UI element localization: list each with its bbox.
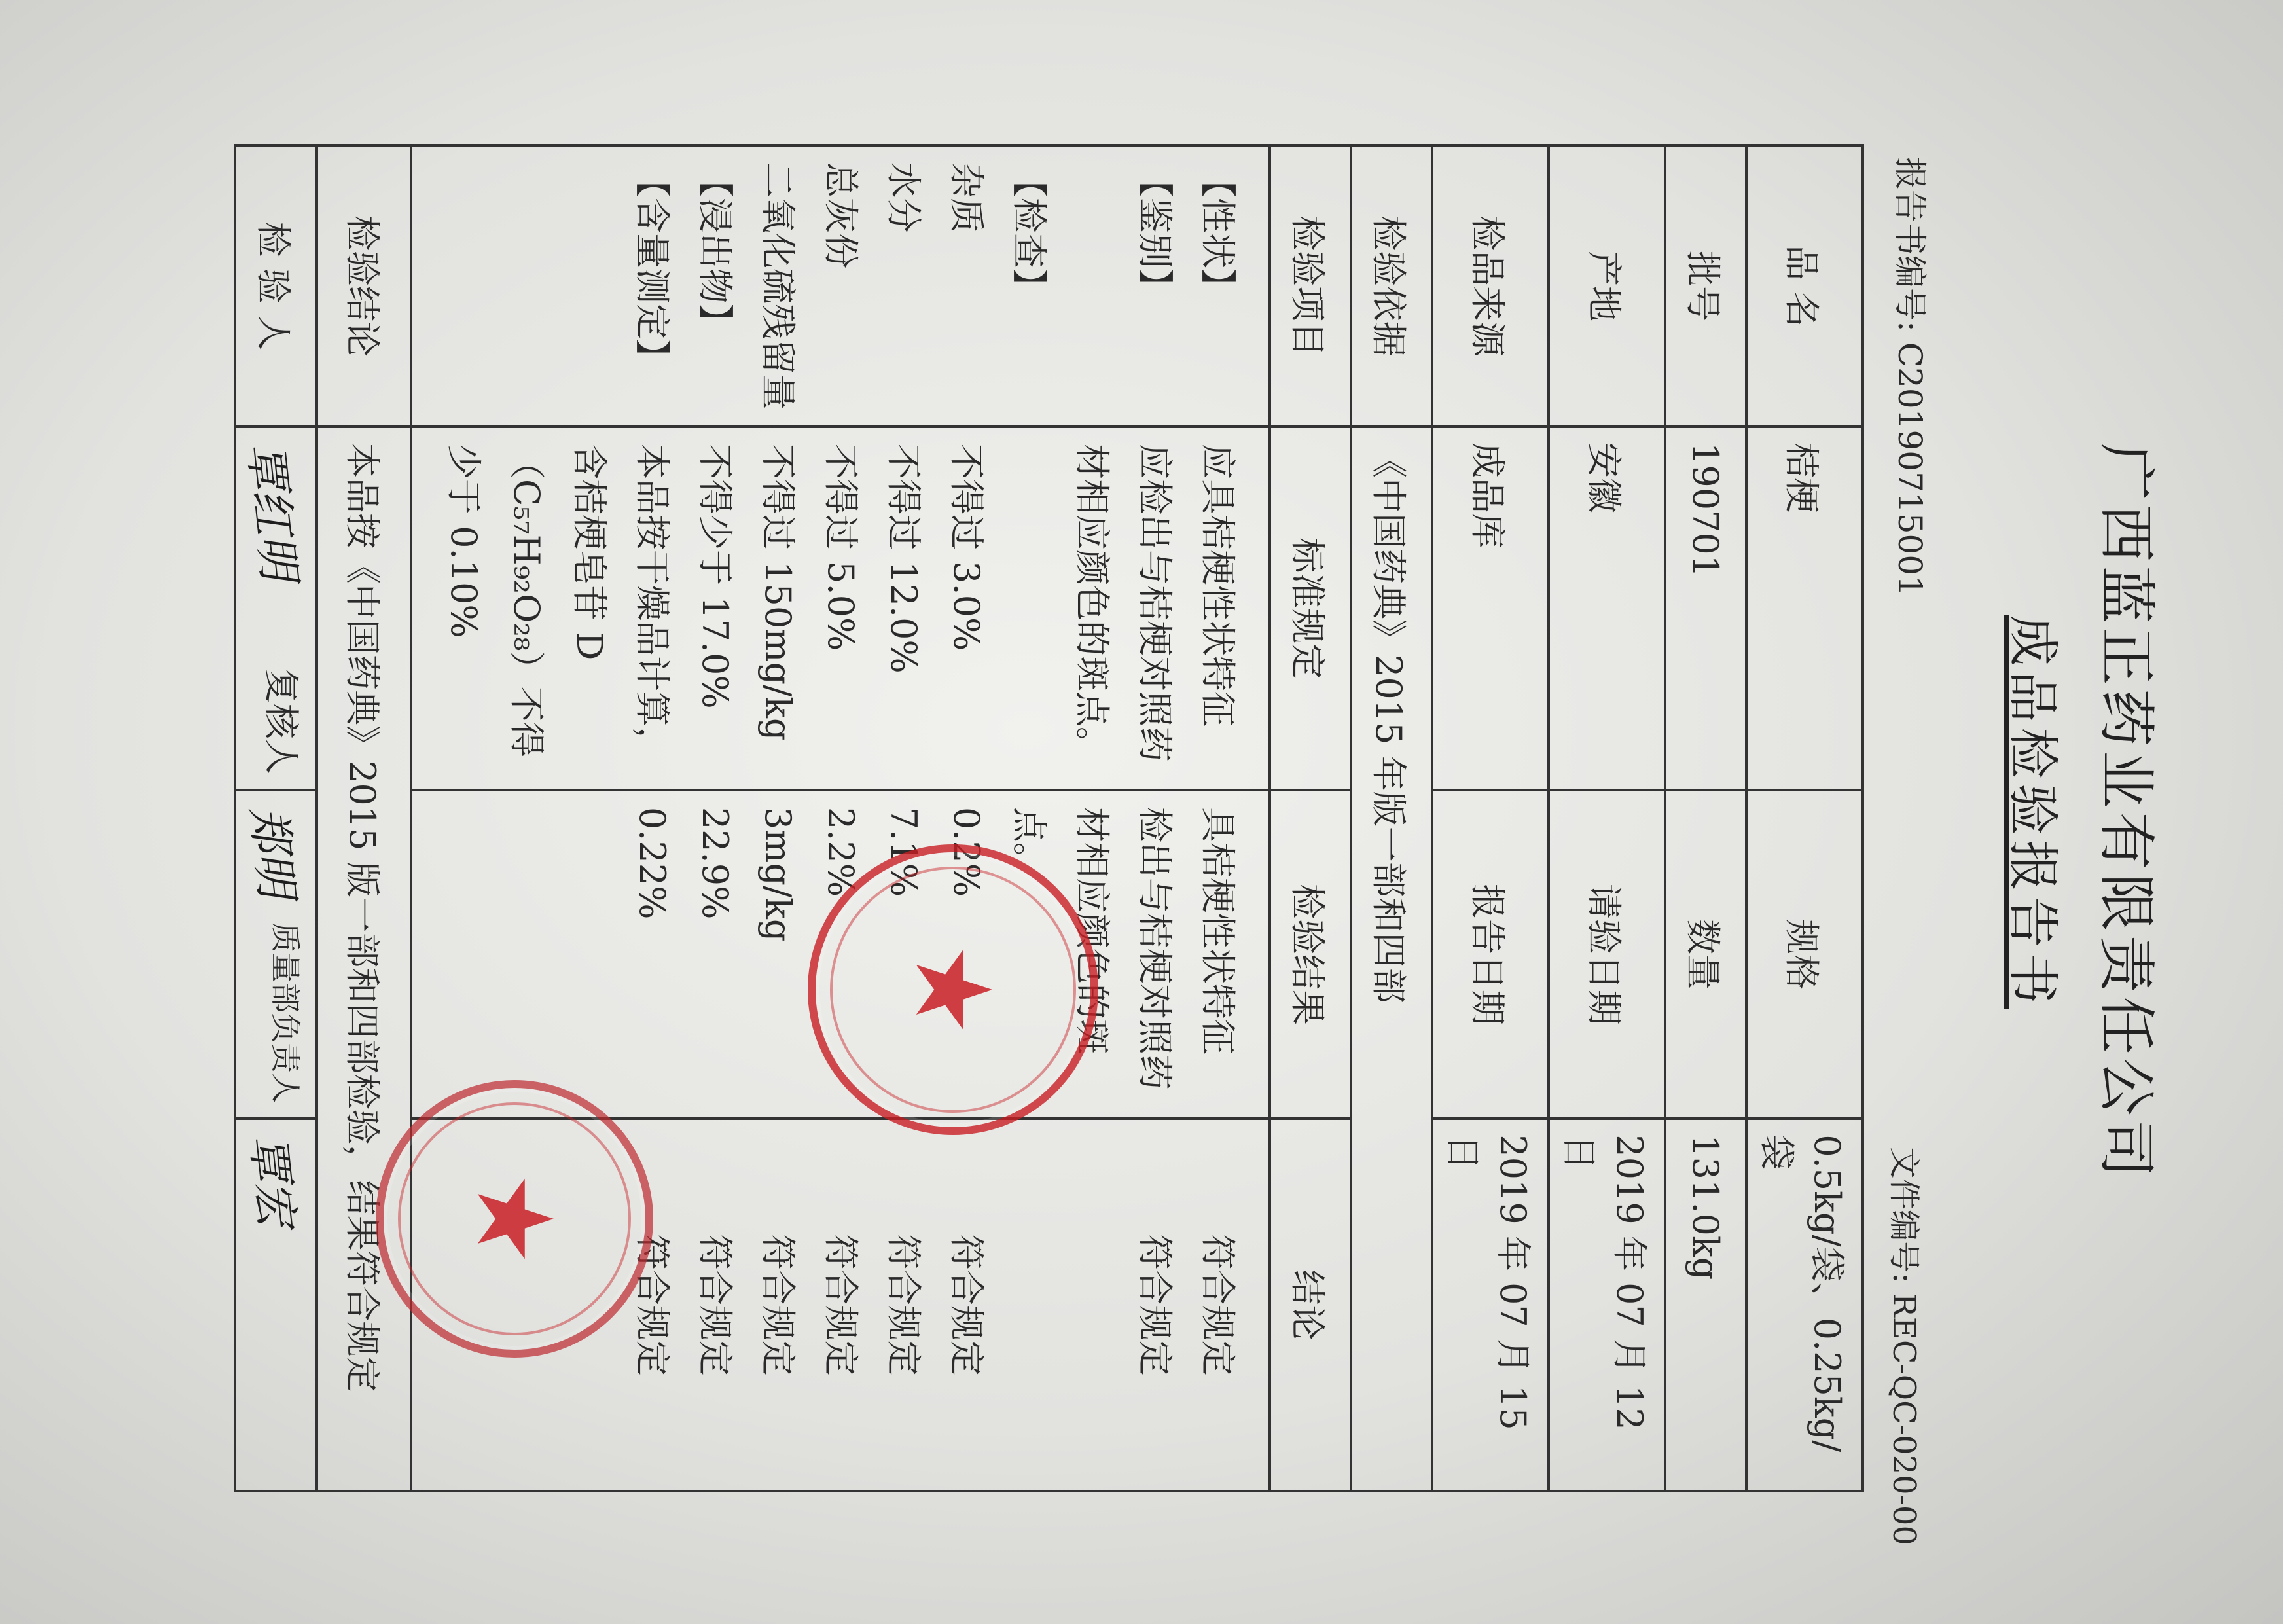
conclusion-impurity: 符合规定 (946, 1234, 987, 1376)
header-result: 检验结果 (1270, 790, 1351, 1119)
seal-star-icon: ★ (891, 943, 1015, 1037)
header-item: 检验项目 (1270, 145, 1351, 427)
item-character: 【性状】 (1197, 162, 1238, 304)
company-name: 广西蓝正药业有限责任公司 (2093, 442, 2160, 1182)
file-number (1884, 1147, 1930, 1545)
result-moisture: 7.1% (883, 806, 924, 897)
standard-total-ash: 不得过 5.0% (820, 444, 861, 651)
standard-assay: 本品按干燥品计算，含桔梗皂苷 D（C₅₇H₉₂O₂₈）不得少于 0.10% (443, 444, 673, 762)
conclusion-character: 符合规定 (1197, 1234, 1238, 1376)
result-identification: 检出与桔梗对照药材相应颜色的斑点。 (1009, 806, 1176, 1090)
item-so2: 二氧化硫残留量 (757, 162, 799, 410)
item-extract: 【浸出物】 (694, 162, 736, 339)
item-check: 【检查】 (1009, 162, 1050, 304)
origin-label: 产地 (1549, 145, 1665, 427)
report-number (1889, 157, 1936, 596)
quantity-value: 131.0kg (1665, 1119, 1746, 1491)
result-character: 具桔梗性状特征 (1197, 806, 1238, 1055)
final-conclusion-text: 本品按《中国药典》2015 版一部和四部检验，结果符合规定 (317, 427, 411, 1491)
request-date-label: 请验日期 (1549, 790, 1665, 1119)
file-number-label: 文件编号: (1886, 1147, 1922, 1284)
standard-spacer (998, 444, 1060, 773)
basis-label: 检验依据 (1351, 145, 1432, 427)
document-title (2000, 0, 2074, 1624)
standard-impurity: 不得过 3.0% (946, 444, 987, 651)
standard-column (411, 427, 1270, 790)
batch-label: 批号 (1665, 145, 1746, 427)
conclusion-spacer (998, 1136, 1060, 1474)
inspector-label: 检 验 人 (235, 145, 317, 427)
reviewer-signature-cell (235, 790, 317, 1119)
spec-label: 规格 (1746, 790, 1863, 1119)
report-date-label: 报告日期 (1432, 790, 1549, 1119)
batch-value: 190701 (1665, 427, 1746, 790)
report-number-value: C20190715001 (1891, 342, 1929, 596)
standard-so2: 不得过 150mg/kg (757, 444, 799, 741)
result-assay: 0.22% (632, 806, 673, 920)
qa-head-label: 质量部负责人 (268, 922, 303, 1104)
conclusion-identification: 符合规定 (1134, 1234, 1176, 1376)
header-standard: 标准规定 (1270, 427, 1351, 790)
result-total-ash: 2.2% (820, 806, 861, 897)
product-name-label: 品 名 (1746, 145, 1863, 427)
company-seal-star-icon: ★ (453, 1172, 576, 1266)
conclusion-assay: 符合规定 (632, 1234, 673, 1376)
item-total-ash: 总灰份 (820, 162, 861, 268)
report-date-value: 2019 年 07 月 15 日 (1432, 1119, 1549, 1491)
company-seal-stamp (376, 1080, 653, 1358)
request-date-value: 2019 年 07 月 12 日 (1549, 1119, 1665, 1491)
conclusion-so2: 符合规定 (757, 1234, 799, 1376)
basis-value: 《中国药典》2015 年版一部和四部 (1351, 427, 1432, 1491)
header-conclusion: 结论 (1270, 1119, 1351, 1491)
qa-head-signature-cell (235, 1119, 317, 1491)
result-so2: 3mg/kg (757, 806, 799, 942)
item-identification: 【鉴别】 (1134, 162, 1176, 304)
final-conclusion-label: 检验结论 (317, 145, 411, 427)
inspector-signature: 覃红明 (238, 440, 306, 583)
standard-extract: 不得少于 17.0% (694, 444, 736, 709)
item-impurity: 杂质 (946, 162, 987, 233)
product-name-value: 桔梗 (1746, 427, 1863, 790)
origin-value: 安徽 (1549, 427, 1665, 790)
conclusion-moisture: 符合规定 (883, 1234, 924, 1376)
reviewer-signature: 郑明 (240, 803, 304, 901)
item-assay: 【含量测定】 (632, 162, 673, 374)
standard-identification: 应检出与桔梗对照药材相应颜色的斑点。 (1071, 444, 1176, 762)
conclusion-extract: 符合规定 (694, 1234, 736, 1376)
inspector-signature-cell (235, 427, 317, 790)
file-number-value: REC-QC-020-00 (1886, 1293, 1922, 1545)
item-column (411, 145, 1270, 427)
conclusion-total-ash: 符合规定 (820, 1234, 861, 1376)
item-moisture: 水分 (883, 162, 924, 233)
sample-source-value: 成品库 (1432, 427, 1549, 790)
result-extract: 22.9% (694, 806, 736, 920)
quantity-label: 数量 (1665, 790, 1746, 1119)
inspection-seal-stamp (808, 844, 1098, 1135)
standard-character: 应具桔梗性状特征 (1197, 444, 1238, 727)
result-impurity: 0.2% (946, 806, 987, 897)
sample-source-label: 检品来源 (1432, 145, 1549, 427)
qa-head-signature: 覃宏 (240, 1132, 304, 1229)
reviewer-label: 复核人 (261, 668, 302, 774)
report-number-label: 报告书编号: (1891, 157, 1929, 332)
item-spacer (1060, 162, 1123, 410)
spec-value: 0.5kg/袋、0.25kg/袋 (1746, 1119, 1863, 1491)
document-title-text: 成品检验报告书 (2003, 615, 2062, 1009)
standard-moisture: 不得过 12.0% (883, 444, 924, 674)
